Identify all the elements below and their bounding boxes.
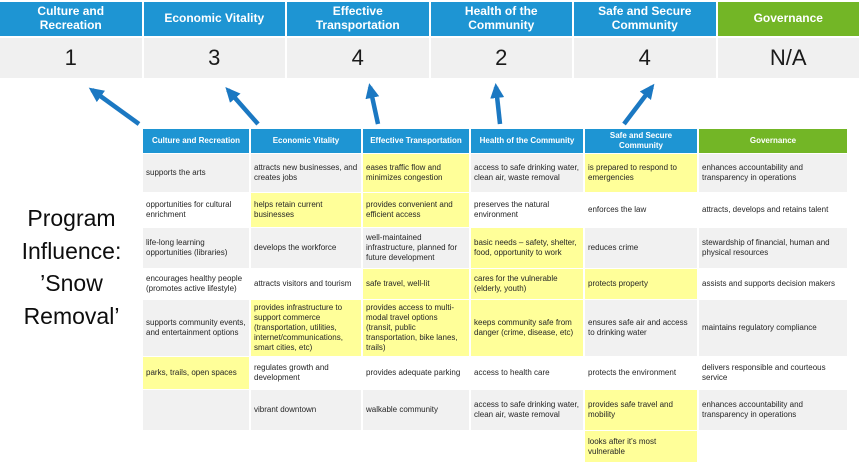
matrix-cell: basic needs – safety, shelter, food, opportunity to work xyxy=(471,228,583,268)
matrix-cell: preserves the natural environment xyxy=(471,193,583,227)
summary-header-health-of-the-community: Health of the Community xyxy=(431,2,573,36)
matrix-cell: supports the arts xyxy=(143,154,249,192)
matrix-row xyxy=(143,269,847,299)
matrix-cell: provides infrastructure to support commerce (transportation, utilities, internet/communications, smart cities, etc) xyxy=(251,300,361,356)
matrix-row xyxy=(143,357,847,389)
matrix-cell: parks, trails, open spaces xyxy=(143,357,249,389)
matrix-cell: supports community events, and entertainment options xyxy=(143,300,249,356)
matrix-cell: stewardship of financial, human and physical resources xyxy=(699,228,847,268)
summary-score-governance: N/A xyxy=(718,38,859,78)
matrix-cell: maintains regulatory compliance xyxy=(699,300,847,356)
matrix-row xyxy=(143,431,847,462)
matrix-cell: access to safe drinking water, clean air, waste removal xyxy=(471,390,583,430)
matrix-cell: safe travel, well-lit xyxy=(363,269,469,299)
matrix-cell: enhances accountability and transparency in operations xyxy=(699,390,847,430)
matrix-cell: attracts new businesses, and creates jobs xyxy=(251,154,361,192)
matrix-cell xyxy=(699,431,847,462)
matrix-cell: is prepared to respond to emergencies xyxy=(585,154,697,192)
summary-score-health-of-the-community: 2 xyxy=(431,38,573,78)
matrix-cell: helps retain current businesses xyxy=(251,193,361,227)
influence-arrows xyxy=(0,78,859,130)
matrix-cell: provides safe travel and mobility xyxy=(585,390,697,430)
matrix-cell: life-long learning opportunities (libraries) xyxy=(143,228,249,268)
matrix-row xyxy=(143,228,847,268)
matrix-cell: protects the environment xyxy=(585,357,697,389)
summary-header-governance: Governance xyxy=(718,2,859,36)
summary-score-effective-transportation: 4 xyxy=(287,38,429,78)
summary-column-health-of-the-community xyxy=(431,2,573,78)
summary-score-economic-vitality: 3 xyxy=(144,38,286,78)
matrix-cell: provides access to multi-modal travel options (transit, public transportation, bike lanes, trails) xyxy=(363,300,469,356)
influence-arrow-safe xyxy=(624,87,652,124)
summary-header-safe-and-secure-community: Safe and Secure Community xyxy=(574,2,716,36)
influence-arrow-culture xyxy=(92,90,139,124)
matrix-cell: reduces crime xyxy=(585,228,697,268)
summary-header-culture-and-recreation: Culture and Recreation xyxy=(0,2,142,36)
matrix-row xyxy=(143,193,847,227)
matrix-cell: regulates growth and development xyxy=(251,357,361,389)
summary-band xyxy=(0,2,859,78)
matrix-cell: enhances accountability and transparency in operations xyxy=(699,154,847,192)
matrix-cell xyxy=(143,431,249,462)
matrix-body xyxy=(143,154,847,462)
matrix-cell: eases traffic flow and minimizes congestion xyxy=(363,154,469,192)
matrix-cell: walkable community xyxy=(363,390,469,430)
matrix-header-safe-and-secure-community: Safe and Secure Community xyxy=(585,129,697,153)
matrix-cell: well-maintained infrastructure, planned for future development xyxy=(363,228,469,268)
summary-header-effective-transportation: Effective Transportation xyxy=(287,2,429,36)
matrix-cell: provides adequate parking xyxy=(363,357,469,389)
matrix-cell: cares for the vulnerable (elderly, youth) xyxy=(471,269,583,299)
matrix-cell xyxy=(471,431,583,462)
matrix-cell: opportunities for cultural enrichment xyxy=(143,193,249,227)
summary-header-economic-vitality: Economic Vitality xyxy=(144,2,286,36)
matrix-cell: encourages healthy people (promotes active lifestyle) xyxy=(143,269,249,299)
matrix-cell: protects property xyxy=(585,269,697,299)
matrix-row xyxy=(143,154,847,192)
summary-column-culture-and-recreation xyxy=(0,2,142,78)
summary-column-governance xyxy=(718,2,859,78)
matrix-header-economic-vitality: Economic Vitality xyxy=(251,129,361,153)
summary-column-effective-transportation xyxy=(287,2,429,78)
influence-matrix xyxy=(141,128,849,463)
matrix-row xyxy=(143,390,847,430)
matrix-row xyxy=(143,300,847,356)
matrix-cell: delivers responsible and courteous service xyxy=(699,357,847,389)
matrix-cell: attracts, develops and retains talent xyxy=(699,193,847,227)
summary-column-safe-and-secure-community xyxy=(574,2,716,78)
matrix-cell: develops the workforce xyxy=(251,228,361,268)
matrix-header-health-of-the-community: Health of the Community xyxy=(471,129,583,153)
matrix-header-culture-and-recreation: Culture and Recreation xyxy=(143,129,249,153)
matrix-header-row xyxy=(143,129,847,153)
summary-column-economic-vitality xyxy=(144,2,286,78)
summary-score-culture-and-recreation: 1 xyxy=(0,38,142,78)
influence-arrow-economic xyxy=(228,90,258,124)
summary-score-safe-and-secure-community: 4 xyxy=(574,38,716,78)
matrix-cell: assists and supports decision makers xyxy=(699,269,847,299)
influence-arrow-health xyxy=(496,87,500,124)
matrix-header-effective-transportation: Effective Transportation xyxy=(363,129,469,153)
matrix-cell: keeps community safe from danger (crime, disease, etc) xyxy=(471,300,583,356)
matrix-cell: provides convenient and efficient access xyxy=(363,193,469,227)
matrix-cell: access to safe drinking water, clean air, waste removal xyxy=(471,154,583,192)
matrix-cell: access to health care xyxy=(471,357,583,389)
matrix-header-governance: Governance xyxy=(699,129,847,153)
matrix-cell: vibrant downtown xyxy=(251,390,361,430)
matrix-cell: ensures safe air and access to drinking water xyxy=(585,300,697,356)
matrix-cell: attracts visitors and tourism xyxy=(251,269,361,299)
matrix-cell: looks after it's most vulnerable xyxy=(585,431,697,462)
influence-arrow-transportation xyxy=(370,87,378,124)
matrix-cell: enforces the law xyxy=(585,193,697,227)
matrix-cell xyxy=(363,431,469,462)
matrix-cell xyxy=(143,390,249,430)
matrix-cell xyxy=(251,431,361,462)
page-title: Program Influence: ’Snow Removal’ xyxy=(21,205,122,329)
